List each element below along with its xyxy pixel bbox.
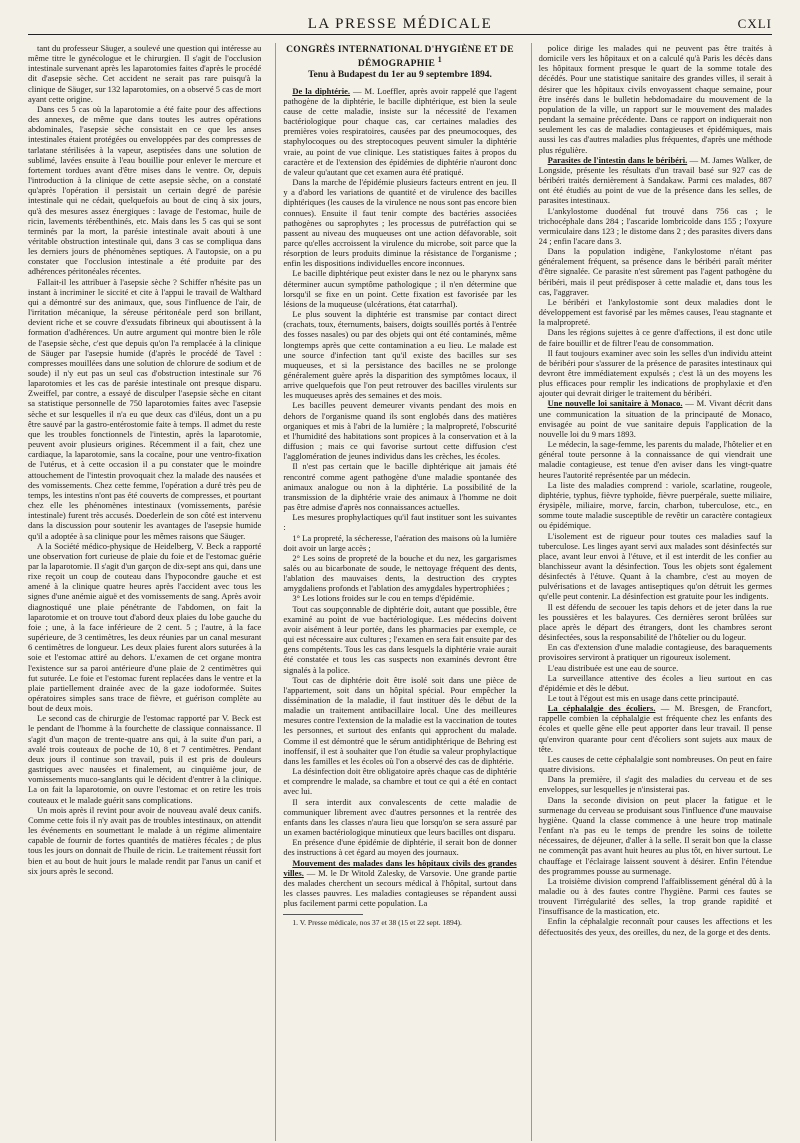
paragraph: Dans la marche de l'épidémie plusieurs facteurs entrent en jeu. Il y a d'abord les variations de quantité et de virulence des bacilles diphtériques (les causes de la virulence ne nous sont pas encore bien connues). Ensuite il faut tenir compte des bactéries associées pathogènes ou saprophytes ; les processus de putréfaction qui se passent au niveau des muqueuses ont une action défavorable, soit parce qu'elles accroissent la virulence du microbe, soit parce que la résorption de leurs produits diminue la résistance de l'organisme ; enfin les dispositions individuelles encore inconnues.: [283, 177, 517, 269]
paragraph: Il n'est pas certain que le bacille diphtérique ait jamais été rencontré comme agent pathogène d'une maladie spontanée des animaux analogue ou non à la diphtérie. La possibilité de la transmission de la diphtérie vraie des animaux à l'homme ne doit pas être admise d'après nos connaissances actuelles.: [283, 461, 517, 513]
paragraph: Le plus souvent la diphtérie est transmise par contact direct (crachats, toux, éternuments, baisers, doigts souillés portés à l'entrée des fosses nasales) ou par des objets qui ont été contaminés, même longtemps après que cette contamination a eu lieu. Le malade est une source d'infection tant qu'il existe des bacilles sur ses muqueuses, et si la persistance des bacilles ne se prolonge généralement guère après la disparition des symptômes locaux, il arrive quelquefois que l'on peut retrouver des bacilles virulents sur les muqueuses après des semaines et des mois.: [283, 309, 517, 401]
paragraph: La désinfection doit être obligatoire après chaque cas de diphtérie et comprendre le malade, sa chambre et tout ce qui a été en contact avec lui.: [283, 766, 517, 797]
running-head: [28, 14, 772, 35]
section-heading: Parasites de l'intestin dans le béribéri.: [547, 154, 688, 165]
paragraph: Il sera interdit aux convalescents de cette maladie de communiquer librement avec d'autres personnes et la rentrée des enfants dans les classes n'aura lieu que lorsqu'on se sera assuré par un examen bactériologique minutieux que leurs bacilles ont disparu.: [283, 796, 517, 838]
paragraph: Il est défendu de secouer les tapis dehors et de jeter dans la rue les poussières et les balayures. Ces dernières seront brûlées sur place après le départ des étrangers, dont les chambres seront désinfectées, sous la responsabilité de l'hôtelier ou du logeur.: [538, 601, 772, 643]
paragraph: En cas d'extension d'une maladie contagieuse, des baraquements provisoires serviront à pratiquer un rigoureux isolement.: [538, 642, 772, 663]
paragraph: Dans la population indigène, l'ankylostome n'étant pas généralement fréquent, sa présence dans le béribéri paraît mériter d'être signalée. Ce parasite n'est sûrement pas l'agent pathogène du béribéri, mais il peut prédisposer à cette maladie et, dans tous les cas, l'aggraver.: [538, 246, 772, 297]
paragraph: Dans la seconde division on peut placer la fatigue et le surmenage du cerveau se produisant sous l'influence d'une mauvaise hygiène. Quand la classe commence à une heure trop matinale l'enfant n'a pas eu le temps de prendre les soins de toilette nécessaires, de déjeuner, d'aller à la selle. Il serait bon que la classe ne commençât pas avant huit heures au plus tôt, en hiver surtout. Le chauffage et l'éclairage laissent souvent à désirer. Enfin l'étendue des programmes pousse au surmenage.: [538, 794, 772, 876]
list-item: 2° Les soins de propreté de la bouche et du nez, les gargarismes salés ou au bicarbonate de soude, le nettoyage fréquent des dents, l'ablation des mauvaises dents, la destruction des cryptes amygdaliens profonds et l'ablation des amygdales hypertrophiées ;: [283, 552, 517, 594]
footnote-mark: 1: [437, 55, 443, 65]
paragraph: Tout cas de diphtérie doit être isolé soit dans une pièce de l'appartement, soit dans un hôpital spécial. Pour empêcher la dissémination de la maladie, il faut instituer dès le début de la maladie un traitement antibacillaire local. Une des meilleures mesures contre l'extension de la maladie est la vaccination de toutes les personnes, et surtout des enfants qui approchent du malade. Comme il est démontré que le sérum antidiphtérique de Behring est inoffensif, il est à souhaiter que l'on étudie sa valeur prophylactique dans les familles et les écoles où l'on a observé des cas de diphtérie.: [283, 674, 517, 766]
section-heading: Mouvement des malades dans les hôpitaux civils des grandes villes.: [283, 857, 517, 878]
paragraph: La surveillance attentive des écoles a lieu surtout en cas d'épidémie et dès le début.: [538, 672, 772, 693]
page-number: CXLI: [737, 16, 772, 31]
paragraph: L'eau distribuée est une eau de source.: [547, 662, 679, 673]
paragraph: Le bacille diphtérique peut exister dans le nez ou le pharynx sans déterminer aucun symptôme pathologique ; il n'en détermine que lorsqu'il se fixe en un point. Cette fixation est favorisée par les lésions de la muqueuse (ulcérations, état catarrhal).: [283, 268, 517, 309]
paragraph: En présence d'une épidémie de diphtérie, il serait bon de donner des instructions à cet égard au moyen des journaux.: [283, 837, 517, 858]
congres-title-text: CONGRÈS INTERNATIONAL D'HYGIÈNE ET DE DÉMOGRAPHIE: [286, 45, 514, 70]
paragraph: Tout cas soupçonnable de diphtérie doit, autant que possible, être examiné au point de vue bactériologique. Les médecins doivent avoir aisément à leur portée, dans les pharmacies par exemple, ce qui est nécessaire aux cultures ; l'examen en sera fait ensuite par des gens compétents. Tous les cas dans lesquels la diphtérie vraie aurait été constatée et tous les cas suspects non examinés devront être signalés à la police.: [283, 603, 517, 675]
paragraph: L'ankylostome duodénal fut trouvé dans 756 cas ; le trichocéphale dans 284 ; l'ascaride lombricoïde dans 155 ; l'oxyure vermiculaire dans 123 ; le distome dans 2 ; des parasites divers dans 24 ; enfin l'acare dans 3.: [538, 205, 772, 246]
paragraph: A la Société médico-physique de Heidelberg, V. Beck a rapporté une observation fort curieuse de plaie du foie et de l'estomac guérie par la laparotomie. Il s'agit d'un garçon de dix-sept ans qui, dans une rixe reçoit un coup de couteau dans l'hypocondre gauche et est amené à la clinique quatre heures après l'accident avec tous les signes d'une anémie aiguë et des vomissements de sang. Après avoir diagnostiqué une plaie pénétrante de l'abdomen, on fait la laparotomie et on trouve tout d'abord deux plaies du lobe gauche du foie ; une, à la face inférieure de 2 cent. 5 ; l'autre, à la face supérieure, de 3 centimètres, les deux réunies par un canal mesurant 6 centimètres de longueur. Les deux plaies furent alors suturées à la soie et l'estomac attiré au dehors. L'examen de cet organe montra l'existence sur sa paroi antérieure d'une plaie de 2 centimètres qui fut suturée. Le foie et l'estomac furent replacées dans le ventre et la plaie partiellement drainée avec de la gaze iodoformée. Suites opératoires simples sans trace de fièvre, et guérison complète au bout de deux mois.: [28, 540, 262, 714]
congres-title: [283, 45, 516, 69]
footnote: 1. V. Presse médicale, nos 37 et 38 (15 et 22 sept. 1894).: [292, 918, 462, 928]
list-item: 3° Les lotions froides sur le cou en temps d'épidémie.: [292, 593, 475, 604]
section-heading: Une nouvelle loi sanitaire à Monaco.: [547, 398, 683, 409]
paragraph: Les causes de cette céphalalgie sont nombreuses. On peut en faire quatre divisions.: [538, 753, 772, 775]
list-item: 1° La propreté, la sécheresse, l'aération des maisons où la lumière doit avoir un large accès ;: [283, 532, 517, 553]
footnote-rule: [283, 914, 363, 915]
columns: [28, 43, 772, 1143]
section-heading: De la diphtérie.: [292, 85, 351, 96]
paragraph: Le second cas de chirurgie de l'estomac rapporté par V. Beck est le pendant de l'homme à la fourchette de classique connaissance. Il s'agit d'un maçon de trente-quatre ans qui, à la suite d'un pari, a avalé trois couteaux de poche de 10, 8 et 7 centimètres. Pendant deux jours il continue son travail, puis il est pris de douleurs gastriques avec nausées et finalement, au cinquième jour, de vomissements muco-sanglants qui le décident d'entrer à la clinique. La on fait la laparotomie, on ouvre l'estomac et on retire les trois couteaux et le malade guérit sans complications.: [28, 713, 262, 805]
congres-subtitle: Tenu à Budapest du 1er au 9 septembre 1894.: [308, 70, 492, 81]
middle-paragraphs: [283, 86, 516, 533]
paragraph: Enfin la céphalalgie reconnaît pour causes les affections et les défectuosités des yeux, des oreilles, du nez, de la gorge et des dents.: [538, 916, 772, 937]
paragraph: police dirige les malades qui ne peuvent pas être traités à domicile vers les hôpitaux et on a calculé qu'à Paris les décès dans les hôpitaux forment presque le quart de la somme totale des décédés. Pour une statistique sanitaire des grandes villes, il serait à désirer que les hôpitaux civils envoyassent chaque semaine, pour être insérés dans le bulletin hebdomadaire du mouvement de la population de la ville, un rapport sur le mouvement des malades pendant la semaine précédente. Dans ce rapport on indiquerait non seulement les cas de maladies contagieuses et épidémiques, mais aussi les cas d'autres maladies plus fréquentes, d'après une méthode plus régulière.: [538, 43, 772, 155]
paragraph: Dans ces 5 cas où la laparotomie a été faite pour des affections des annexes, de même que dans toutes les autres opérations abdominales, l'asepsie sèche consistait en ce que les anses intestinales étaient protégées ou enveloppées par des compresses de tarlatane stérilisées à la vapeur, aseptisées dans une solution de sublimé, lavées ensuite à l'eau bouillie pour enlever le mercure et fortement tordues avant d'être mises dans le ventre. Or, depuis l'introduction à la clinique de cette asepsie sèche, on a constaté qu'après l'opération il persistait un certain degré de parésie intestinale qui ne cédait, quelquefois au bout de cinq à six jours, qu'à des mesures assez énergiques : lavage de l'estomac, huile de ricin, lavements térébenthinés, etc. Mais dans les 5 cas qui se sont terminés par la mort, la parésie intestinale avait abouti à une véritable obstruction intestinale qui, dans 3 cas se compliqua dans les derniers jours de phénomènes septiques. A l'autopsie, on a pu constater que l'occlusion intestinale a été produite par des adhérences péritonéales récentes.: [28, 103, 262, 277]
paragraph: Dans les régions sujettes à ce genre d'affections, il est donc utile de faire bouillir et de filtrer l'eau de consommation.: [538, 327, 772, 348]
left-column: [28, 43, 261, 1141]
paragraph: Le béribéri et l'ankylostomie sont deux maladies dont le développement est favorisé par les mêmes causes, l'eau stagnante et la malpropreté.: [538, 296, 772, 328]
paragraph: L'isolement est de rigueur pour toutes ces maladies sauf la tuberculose. Les linges ayant servi aux malades sont désinfectés sur place, avant leur envoi à l'étuve, et il est interdit de les confier au blanchisseur avant la désinfection. Tous les objets sont également désinfectés à l'étuve. Quant à la chambre, c'est au moyen de pulvérisations et de lavages antiseptiques qu'on détruit les germes qu'elle peut contenir. La désinfection est gratuite pour les indigents.: [538, 530, 772, 602]
paragraph: Les mesures prophylactiques qu'il faut instituer sont les suivantes :: [283, 512, 517, 533]
paragraph: Fallait-il les attribuer à l'asepsie sèche ? Schiffer n'hésite pas un instant à incriminer le siccité et cite à l'appui le travail de Walthard qui a démontré sur des animaux, que, sous l'influence de l'air, de l'irritation mécanique, la séreuse péritonéale perd son brillant, devient riche et se couvre d'exsudats fibrineux qui aboutissent à la formation d'adhérences. Un autre argument qui montre bien le rôle de l'asepsie sèche, c'est que depuis qu'on l'a remplacée à la clinique de Säuger par l'asepsie humide (d'après le procédé de Tavel : compresses mouillées dans une solution de chlorure de sodium et de soude) il n'y eut pas un seul cas d'obstruction intestinale sur 76 laparotomies et les cas de parésie intestinale ont presque disparu. Zweiffel, par contre, a essayé de disculper l'asepsie sèche en citant sa statistique personnelle de 750 laparotomies faites avec l'asepsie sèche et sur lesquelles il n'a eu que deux cas d'iléus, dont un a pu être sauvé par la gastro-entérostomie faite à temps. Il admet du reste que les troubles fonctionnels de l'intestin, après la laparotomie, peuvent avoir plusieurs origines. Récemment il a fait, chez une cardiaque, la laparotomie, sans la cocaïne, pour une ventro-fixation de l'utérus, et à cette occasion il a pu constater que le moindre attouchement de l'intestin provoquait chez la malade des nausées et des vomissements. Chez cette femme, l'opération a duré très peu de temps, les intestins n'ont pas été couverts de compresses, et pourtant chez elle les phénomènes intestinaux (vomissements, parésie intestinale) furent très accusés. Doederlein de son côté est intervenu dans la discussion pour soutenir les avantages de l'asepsie humide qu'il a adoptée à sa clinique pour les mêmes raisons que Säuger.: [28, 276, 262, 541]
middle-paragraphs-2: [283, 604, 516, 909]
middle-column: [275, 43, 516, 1141]
section-heading: La céphalalgie des écoliers.: [547, 703, 656, 714]
journal-title: LA PRESSE MÉDICALE: [307, 16, 493, 32]
paragraph: Une nouvelle loi sanitaire à Monaco. — M. Vivant décrit dans une communication la situation de la principauté de Monaco, envisagée au point de vue sanitaire depuis l'application de la nouvelle loi du 9 mars 1893.: [538, 398, 772, 439]
paragraph: La troisième division comprend l'affaiblissement général dû à la maladie ou à des fautes contre l'hygiène. Parmi ces fautes se trouvent l'irrégularité des selles, la trop grande rapidité et l'insuffisance de la mastication, etc.: [538, 875, 772, 917]
paragraph: Les bacilles peuvent demeurer vivants pendant des mois en dehors de l'organisme quand ils sont englobés dans des matières organiques et mis à l'abri de la lumière ; la malpropreté, l'obscurité et l'humidité des habitations sont propices à la conservation et à la diffusion ; mais ce qui favorise surtout cette diffusion c'est l'agglomération de jeunes individus dans les crèches, les écoles.: [283, 400, 517, 462]
paragraph: Le médecin, la sage-femme, les parents du malade, l'hôtelier et en général toute personne à la connaissance de qui viendrait une maladie contagieuse, est tenue d'en aviser dans les vingt-quatre heures l'autorité représentée par un médecin.: [538, 439, 772, 480]
paragraph: Un mois après il revint pour avoir de nouveau avalé deux canifs. Comme cette fois il n'y avait pas de troubles intestinaux, on attendit les événements en soumettant le malade à un régime alimentaire capable de fournir de fortes quantités de matières fécales ; de plus tous les jours on donnait de l'huile de ricin. Le traitement réussit fort bien et au bout de huit jours le malade rendit par l'anus un canif et six jours après le second.: [28, 804, 262, 876]
paragraph: Il faut toujours examiner avec soin les selles d'un individu atteint de béribéri pour s'assurer de la présence de parasites intestinaux qui devront être immédiatement expulsés ; c'est là un des moyens les plus efficaces pour remplir les indications de prophylaxie et d'en ajouter qui devrait diriger le traitement du béribéri.: [538, 347, 772, 399]
paragraph: La céphalalgie des écoliers. — M. Bresgen, de Francfort, rappelle combien la céphalalgie est fréquente chez les enfants des écoles et quelle gêne elle peut apporter dans leur travail. Il pense qu'environ quarante pour cent d'écoliers sont sujets aux maux de tête.: [538, 703, 772, 754]
paragraph: Mouvement des malades dans les hôpitaux civils des grandes villes. — M. le Dr Witold Zalesky, de Varsovie. Une grande partie des malades cherchent un secours médical à l'hôpital, surtout dans les classes pauvres. Les maladies contagieuses se répandent aussi plus facilement parmi cette population. La: [283, 857, 517, 909]
paragraph: Parasites de l'intestin dans le béribéri. — M. James Walker, de Longside, présente les résultats d'un travail basé sur 927 cas de béribéri traités dernièrement à Sandakaw. Parmi ces malades, 887 ont été étudiés au point de vue de la présence dans les selles, de parasites intestinaux.: [538, 154, 772, 206]
paragraph: De la diphtérie. — M. Loeffler, après avoir rappelé que l'agent pathogène de la diphtérie, le bacille diphtérique, est bien la seule cause de cette maladie, insiste sur la nécessité de l'examen bactériologique pour chaque cas, car certaines maladies des premières voies respiratoires, causées par des pneumocoques, des staphylocoques ou des streptocoques peuvent simuler la diphtérie vraie, au point de vue clinique. Les statistiques faites à propos du caractère et de l'extension des épidémies de diphtérie n'auront donc de valeur qu'autant que cet examen aura été pratiqué.: [283, 85, 517, 177]
paragraph: Le tout à l'égout est mis en usage dans cette principauté.: [547, 693, 739, 703]
paragraph: Dans la première, il s'agit des maladies du cerveau et de ses enveloppes, sur lesquelles je n'insisterai pas.: [538, 774, 772, 795]
paragraph: tant du professeur Säuger, a soulevé une question qui intéresse au même titre le gynécologue et le chirurgien. Il s'agit de l'occlusion intestinale survenant après les laparotomies faites d'après le procédé dit d'asepsie sèche. Cet accident ne serait pas rare puisqu'à la clinique de Säuger, sur 132 laparotomies, on a observé 5 cas de mort ayant cette origine.: [28, 43, 262, 104]
prophylaxis-list: [283, 533, 516, 604]
paragraph: La liste des maladies comprend : variole, scarlatine, rougeole, diphtérie, typhus, fièvre typhoïde, fièvre puerpérale, suette miliaire, érysipèle, miliaire, morve, farcin, charbon, tuberculose, etc., en somme toute maladie susceptible de revêtir un caractère contagieux ou épidémique.: [538, 479, 772, 531]
right-column: [531, 43, 772, 1141]
